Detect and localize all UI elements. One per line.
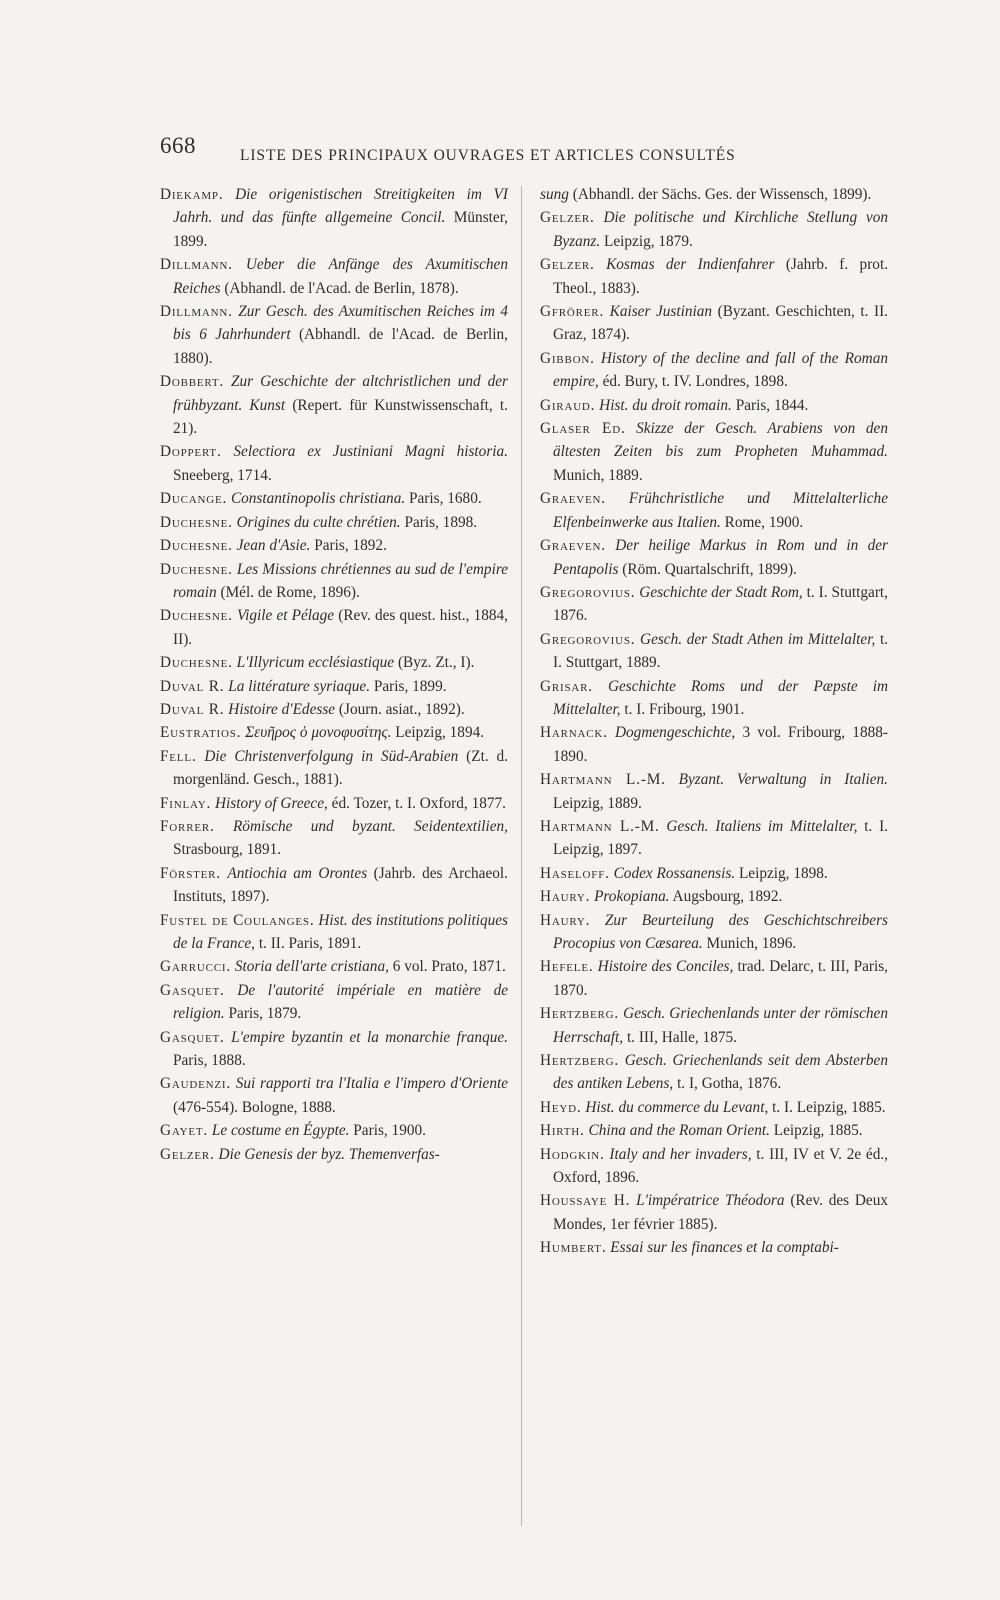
entry-author: Duchesne. xyxy=(160,607,233,625)
bibliography-entry xyxy=(540,534,888,581)
entry-author: Gregorovius. xyxy=(540,630,636,648)
entry-author: Hefele. xyxy=(540,958,594,976)
bibliography-entry xyxy=(540,347,888,394)
bibliography-entry xyxy=(540,955,888,1002)
bibliography-entry xyxy=(160,534,508,557)
bibliography-entry xyxy=(540,1119,888,1142)
entry-title: Antiochia am Orontes xyxy=(227,864,368,882)
entry-title: Zur Geschichte der altchristlichen und der frühbyzant. Kunst xyxy=(173,373,509,414)
bibliography-left-column xyxy=(160,183,508,1166)
entry-author: Gayet. xyxy=(160,1122,208,1140)
entry-details: Leipzig, 1894. xyxy=(395,724,485,742)
entry-title: Hist. du commerce du Levant, xyxy=(585,1098,769,1116)
entry-title: Die origenistischen Streitigkeiten im VI Jahrh. und das fünfte allgemeine Concil. xyxy=(173,186,508,227)
entry-author: Graeven. xyxy=(540,537,606,555)
entry-details: Augsbourg, 1892. xyxy=(672,888,783,906)
entry-details: (Abhandl. der Sächs. Ges. der Wissensch, 1899). xyxy=(572,186,872,203)
bibliography-entry xyxy=(160,1143,508,1166)
entry-title: Histoire des Conciles, xyxy=(597,958,734,976)
entry-title: Les Missions chrétiennes au sud de l'empire romain xyxy=(173,560,508,601)
entry-author: Hertzberg. xyxy=(540,1005,620,1023)
bibliography-entry xyxy=(540,183,888,206)
bibliography-entry xyxy=(540,1143,888,1190)
entry-title: Codex Rossanensis. xyxy=(613,864,736,882)
entry-title: Frühchristliche und Mittelalterliche Elfenbeinwerke aus Italien. xyxy=(553,490,888,531)
entry-title: Essai sur les finances et la comptabi- xyxy=(610,1239,839,1257)
entry-details: Rome, 1900. xyxy=(724,513,804,531)
bibliography-entry xyxy=(540,768,888,815)
entry-title: Gesch. der Stadt Athen im Mittelalter, xyxy=(640,630,876,648)
page-number: 668 xyxy=(160,133,196,158)
entry-details: t. I. Stuttgart, 1889. xyxy=(553,630,889,672)
entry-author: Gelzer. xyxy=(540,209,595,227)
entry-title: Byzant. Verwaltung in Italien. xyxy=(678,771,888,789)
entry-author: Houssaye H. xyxy=(540,1192,631,1210)
entry-details: (Byzant. Geschichten, t. II. Graz, 1874). xyxy=(553,303,888,344)
entry-title: Sui rapporti tra l'Italia e l'impero d'Oriente xyxy=(235,1075,509,1093)
entry-details: t. III, IV et V. 2e éd., Oxford, 1896. xyxy=(553,1145,888,1187)
bibliography-entry xyxy=(160,370,508,440)
entry-title: De l'autorité impériale en matière de religion. xyxy=(173,981,509,1023)
entry-title: Geschichte der Stadt Rom, xyxy=(639,583,803,601)
bibliography-entry xyxy=(160,955,508,978)
entry-details: Leipzig, 1898. xyxy=(738,864,828,882)
entry-details: t. I. Leipzig, 1885. xyxy=(772,1098,886,1116)
entry-title: Vigile et Pélage xyxy=(236,607,335,625)
entry-details: Leipzig, 1885. xyxy=(773,1122,863,1140)
entry-title: L'Illyricum ecclésiastique xyxy=(236,654,395,672)
entry-author: Humbert. xyxy=(540,1239,607,1257)
bibliography-entry xyxy=(540,721,888,768)
entry-details: (Zt. d. morgenländ. Gesch., 1881). xyxy=(173,747,508,789)
entry-author: Dillmann. xyxy=(160,303,233,321)
entry-details: (Jahrb. des Archaeol. Instituts, 1897). xyxy=(173,864,508,906)
entry-details: Paris, 1900. xyxy=(353,1122,426,1140)
entry-title: Hist. du droit romain. xyxy=(599,396,732,414)
entry-author: Haury. xyxy=(540,888,591,906)
entry-details: Paris, 1888. xyxy=(173,1052,246,1070)
entry-details: Sneeberg, 1714. xyxy=(173,466,272,484)
entry-title: Gesch. Italiens im Mittelalter, xyxy=(666,817,858,835)
bibliography-entry xyxy=(160,511,508,534)
entry-details: t. III, Halle, 1875. xyxy=(626,1028,737,1046)
entry-author: Forrer. xyxy=(160,817,215,835)
bibliography-entry xyxy=(540,417,888,487)
entry-title: History of the decline and fall of the Roman empire, xyxy=(553,349,888,391)
entry-title: Ueber die Anfänge des Axumitischen Reiches xyxy=(173,256,508,297)
entry-title: Skizze der Gesch. Arabiens von den ältesten Zeiten bis zum Propheten Muhammad. xyxy=(553,420,888,461)
entry-details: t. I, Gotha, 1876. xyxy=(677,1075,782,1093)
entry-author: Duchesne. xyxy=(160,560,233,578)
entry-author: Haseloff. xyxy=(540,864,610,882)
entry-author: Hodgkin. xyxy=(540,1145,605,1163)
entry-title: Kaiser Justinian xyxy=(609,303,713,321)
column-divider xyxy=(521,186,522,1526)
entry-title: China and the Roman Orient. xyxy=(588,1122,770,1140)
bibliography-entry xyxy=(540,253,888,300)
entry-title: Gesch. Griechenlands unter der römischen Herrschaft, xyxy=(553,1005,888,1046)
entry-author: Harnack. xyxy=(540,724,608,742)
bibliography-entry xyxy=(160,815,508,862)
entry-details: t. I. Stuttgart, 1876. xyxy=(553,583,888,625)
entry-title: Zur Gesch. des Axumitischen Reiches im 4 bis 6 Jahrhundert xyxy=(173,303,509,344)
entry-author: Gregorovius. xyxy=(540,583,636,601)
bibliography-entry xyxy=(540,394,888,417)
bibliography-entry xyxy=(160,979,508,1026)
entry-author: Graeven. xyxy=(540,490,606,508)
entry-details: t. I. Leipzig, 1897. xyxy=(553,817,888,859)
bibliography-entry xyxy=(540,862,888,885)
bibliography-entry xyxy=(540,675,888,722)
entry-author: Hartmann L.-M. xyxy=(540,817,660,835)
entry-title: Die politische und Kirchliche Stellung von Byzanz. xyxy=(553,209,888,250)
entry-details: 6 vol. Prato, 1871. xyxy=(392,958,506,976)
entry-author: Förster. xyxy=(160,864,221,882)
entry-author: Haury. xyxy=(540,911,591,929)
bibliography-entry xyxy=(160,1026,508,1073)
entry-author: Gaudenzi. xyxy=(160,1075,231,1093)
bibliography-entry xyxy=(160,1072,508,1119)
bibliography-entry xyxy=(160,440,508,487)
entry-author: Duval R. xyxy=(160,700,225,718)
entry-details: éd. Bury, t. IV. Londres, 1898. xyxy=(602,373,788,391)
entry-details: t. II. Paris, 1891. xyxy=(258,935,362,952)
entry-author: Gasquet. xyxy=(160,1028,225,1046)
entry-author: Diekamp. xyxy=(160,186,224,203)
entry-author: Duval R. xyxy=(160,677,225,695)
entry-details: (Abhandl. de l'Acad. de Berlin, 1878). xyxy=(224,279,459,297)
entry-author: Hirth. xyxy=(540,1122,585,1140)
bibliography-entry xyxy=(540,300,888,347)
entry-details: Leipzig, 1889. xyxy=(553,794,642,812)
entry-author: Duchesne. xyxy=(160,537,233,555)
bibliography-entry xyxy=(160,909,508,956)
entry-author: Duchesne. xyxy=(160,513,233,531)
entry-title: History of Greece, xyxy=(214,794,328,812)
entry-details: 3 vol. Fribourg, 1888-1890. xyxy=(553,724,888,765)
entry-title: Dogmengeschichte, xyxy=(614,724,736,742)
bibliography-entry xyxy=(160,862,508,909)
bibliography-entry xyxy=(540,628,888,675)
entry-title: Constantinopolis christiana. xyxy=(230,490,406,508)
entry-author: Dillmann. xyxy=(160,256,233,274)
bibliography-entry xyxy=(160,792,508,815)
entry-details: Paris, 1844. xyxy=(735,396,809,414)
entry-title: La littérature syriaque. xyxy=(228,677,371,695)
entry-author: Eustratios. xyxy=(160,724,242,742)
entry-details: (Repert. für Kunstwissenschaft, t. 21). xyxy=(173,396,508,438)
bibliography-entry xyxy=(540,1049,888,1096)
entry-author: Gfrörer. xyxy=(540,303,605,321)
entry-details: trad. Delarc, t. III, Paris, 1870. xyxy=(553,958,889,999)
entry-details: Paris, 1879. xyxy=(228,1005,302,1023)
bibliography-entry xyxy=(540,1002,888,1049)
entry-author: Duchesne. xyxy=(160,654,233,672)
bibliography-entry xyxy=(540,909,888,956)
bibliography-entry xyxy=(540,885,888,908)
entry-details: éd. Tozer, t. I. Oxford, 1877. xyxy=(331,794,506,812)
entry-author: Dobbert. xyxy=(160,373,225,391)
entry-author: Hertzberg. xyxy=(540,1052,620,1070)
bibliography-entry xyxy=(160,604,508,651)
entry-author: Gelzer. xyxy=(160,1145,215,1163)
entry-title: Histoire d'Edesse xyxy=(228,700,336,718)
entry-details: (Jahrb. f. prot. Theol., 1883). xyxy=(553,256,889,297)
entry-details: (Rev. des quest. hist., 1884, II). xyxy=(173,607,509,648)
entry-title: sung xyxy=(540,186,569,203)
entry-author: Fustel de Coulanges. xyxy=(160,911,315,929)
bibliography-entry xyxy=(160,698,508,721)
entry-author: Garrucci. xyxy=(160,958,231,976)
bibliography-entry xyxy=(540,1096,888,1119)
entry-title: Σευῆρος ὁ μονοφυσίτης. xyxy=(245,724,392,742)
bibliography-entry xyxy=(540,581,888,628)
bibliography-entry xyxy=(160,183,508,253)
entry-details: (Mél. de Rome, 1896). xyxy=(220,583,360,601)
entry-details: Paris, 1898. xyxy=(404,513,478,531)
entry-details: Munich, 1896. xyxy=(706,935,797,952)
entry-details: (Abhandl. de l'Acad. de Berlin, 1880). xyxy=(173,326,509,367)
bibliography-right-column xyxy=(540,183,888,1260)
entry-author: Gasquet. xyxy=(160,981,225,999)
entry-details: (Journ. asiat., 1892). xyxy=(338,700,465,718)
entry-author: Ducange. xyxy=(160,490,228,508)
entry-details: Strasbourg, 1891. xyxy=(173,841,282,859)
bibliography-entry xyxy=(160,1119,508,1142)
entry-author: Doppert. xyxy=(160,443,222,461)
bibliography-entry xyxy=(540,1236,888,1259)
entry-details: (476-554). Bologne, 1888. xyxy=(173,1098,336,1116)
entry-details: Münster, 1899. xyxy=(173,209,508,250)
bibliography-entry xyxy=(160,721,508,744)
bibliography-entry xyxy=(160,745,508,792)
entry-title: Kosmas der Indienfahrer xyxy=(606,256,775,274)
entry-title: Gesch. Griechenlands seit dem Absterben des antiken Lebens, xyxy=(553,1052,888,1093)
entry-details: (Rev. des Deux Mondes, 1er février 1885). xyxy=(553,1192,889,1233)
entry-title: Storia dell'arte cristiana, xyxy=(234,958,389,976)
entry-title: Die Genesis der byz. Themenverfas- xyxy=(218,1145,440,1163)
entry-title: Römische und byzant. Seidentextilien, xyxy=(232,817,509,835)
entry-title: Der heilige Markus in Rom und in der Pentapolis xyxy=(553,537,889,578)
entry-author: Gibbon. xyxy=(540,349,595,367)
bibliography-entry xyxy=(540,487,888,534)
bibliography-entry xyxy=(540,206,888,253)
entry-author: Finlay. xyxy=(160,794,212,812)
running-head: LISTE DES PRINCIPAUX OUVRAGES ET ARTICLES CONSULTÉS xyxy=(240,147,736,164)
entry-author: Hartmann L.-M. xyxy=(540,771,666,789)
entry-title: Origines du culte chrétien. xyxy=(236,513,401,531)
entry-title: Zur Beurteilung des Geschichtschreibers Procopius von Cæsarea. xyxy=(553,911,888,952)
entry-author: Grisar. xyxy=(540,677,593,695)
entry-title: L'impératrice Théodora xyxy=(636,1192,785,1210)
entry-author: Fell. xyxy=(160,747,197,765)
entry-title: Prokopiana. xyxy=(594,888,670,906)
bibliography-entry xyxy=(160,651,508,674)
entry-details: Paris, 1899. xyxy=(373,677,447,695)
entry-details: Leipzig, 1879. xyxy=(604,232,693,250)
entry-details: Munich, 1889. xyxy=(553,466,643,484)
entry-author: Glaser Ed. xyxy=(540,420,626,438)
entry-details: (Röm. Quartalschrift, 1899). xyxy=(622,560,797,578)
entry-title: Die Christenverfolgung in Süd-Arabien xyxy=(204,747,459,765)
bibliography-entry xyxy=(160,558,508,605)
entry-title: Italy and her invaders, xyxy=(609,1145,752,1163)
entry-title: Le costume en Égypte. xyxy=(211,1122,350,1140)
entry-author: Heyd. xyxy=(540,1098,582,1116)
entry-title: L'empire byzantin et la monarchie franque. xyxy=(231,1028,508,1046)
bibliography-entry xyxy=(540,1189,888,1236)
entry-title: Hist. des institutions politiques de la France, xyxy=(173,911,508,952)
bibliography-entry xyxy=(160,253,508,300)
entry-title: Jean d'Asie. xyxy=(236,537,311,555)
entry-details: t. I. Fribourg, 1901. xyxy=(624,700,745,718)
bibliography-entry xyxy=(160,487,508,510)
bibliography-entry xyxy=(160,675,508,698)
entry-details: Paris, 1680. xyxy=(409,490,482,508)
entry-details: Paris, 1892. xyxy=(314,537,387,555)
entry-title: Geschichte Roms und der Pæpste im Mittelalter, xyxy=(553,677,888,718)
entry-author: Gelzer. xyxy=(540,256,595,274)
entry-title: Selectiora ex Justiniani Magni historia. xyxy=(233,443,508,461)
bibliography-entry xyxy=(160,300,508,370)
entry-details: (Byz. Zt., I). xyxy=(397,654,475,672)
entry-author: Giraud. xyxy=(540,396,596,414)
bibliography-entry xyxy=(540,815,888,862)
